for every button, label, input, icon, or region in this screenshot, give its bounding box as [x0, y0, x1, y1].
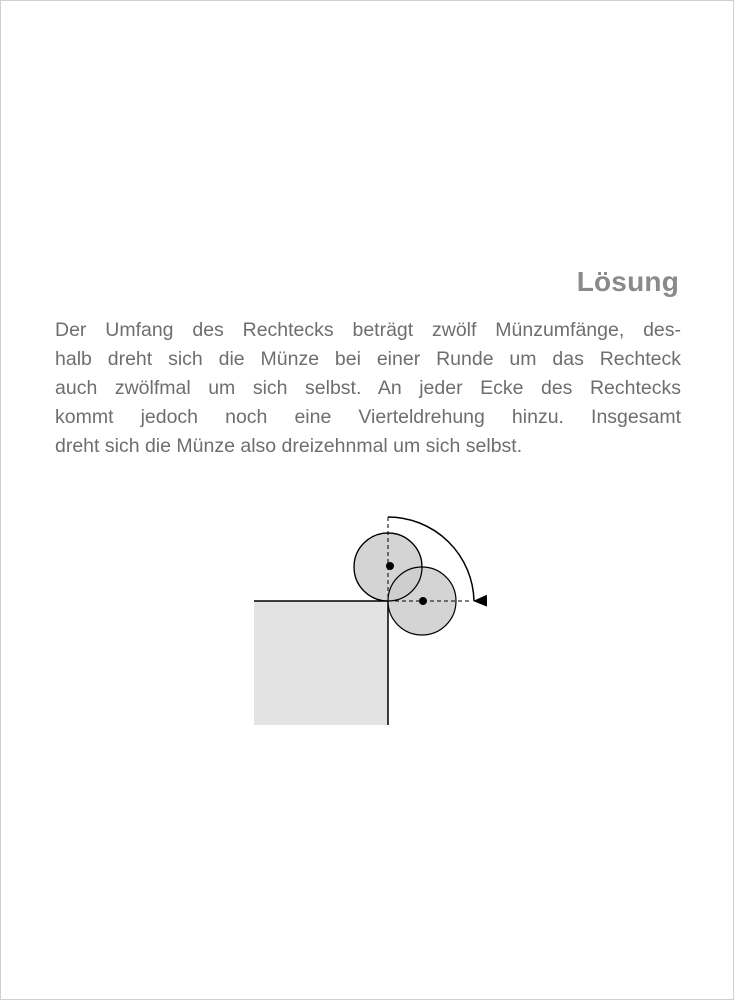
coin-rotation-diagram — [240, 505, 500, 735]
solution-line-3: auch zwölfmal um sich selbst. An jeder Ecke des Rechtecks — [55, 377, 681, 399]
coin-start-center — [386, 562, 394, 570]
solution-text — [55, 316, 681, 461]
solution-line-4: kommt jedoch noch eine Vierteldrehung hinzu. Insgesamt — [55, 406, 681, 428]
solution-line-1: Der Umfang des Rechtecks beträgt zwölf Münzumfänge, des- — [55, 319, 681, 341]
coin-end-center — [419, 597, 427, 605]
solution-heading: Lösung — [576, 266, 679, 297]
rectangle-corner — [254, 601, 388, 725]
solution-line-2: halb dreht sich die Münze bei einer Runde um das Rechteck — [55, 348, 681, 370]
solution-line-5: dreht sich die Münze also dreizehnmal um sich selbst. — [55, 435, 523, 457]
